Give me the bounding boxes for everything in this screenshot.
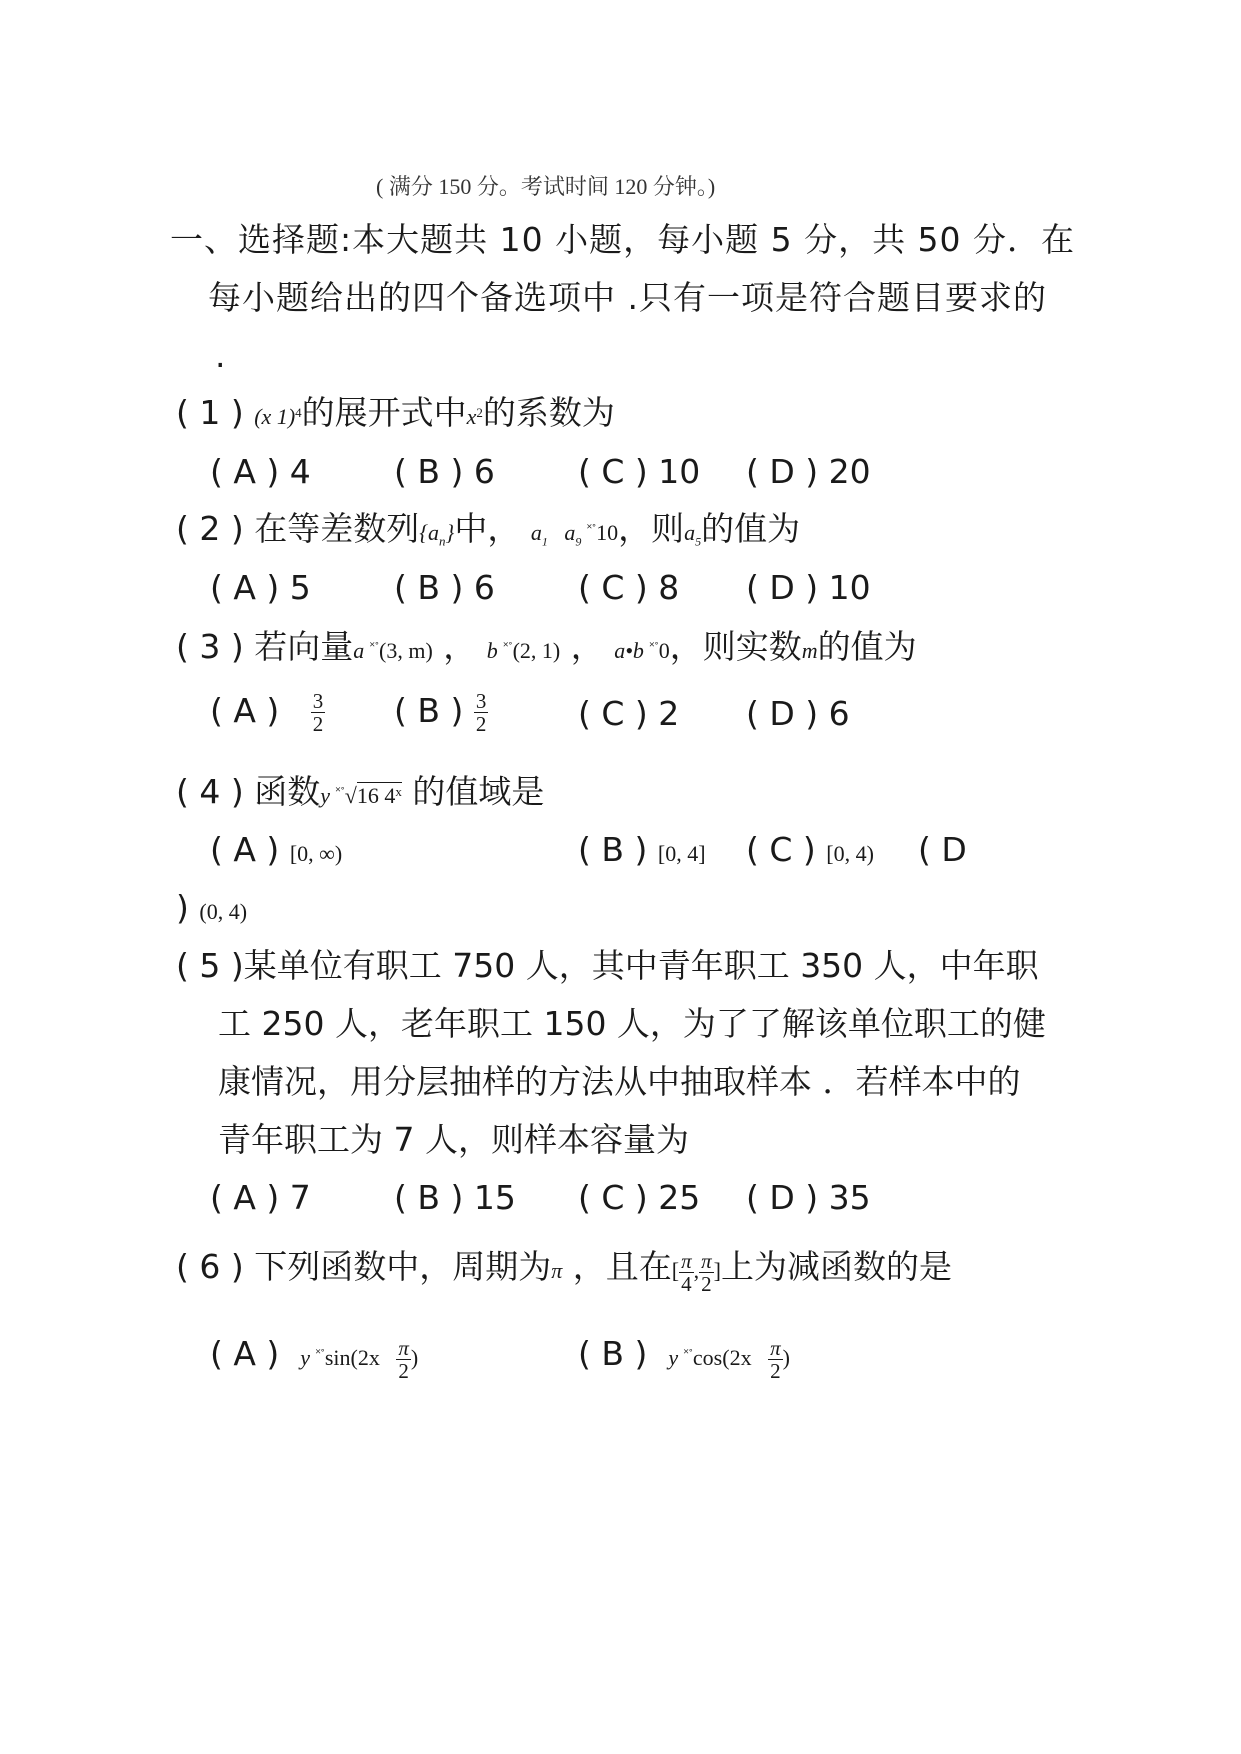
option-c[interactable]: ( C ) 10 — [578, 452, 701, 491]
option-b[interactable]: ( B ) 6 — [394, 568, 495, 607]
math-a1-plus-a9: $a_1$ $a_9$ ˟˚10 — [530, 520, 619, 549]
question-text: ，则实数 — [669, 627, 802, 666]
math-x-squared: $x^2$ — [466, 404, 483, 429]
question-number: ( 5 ) — [176, 946, 244, 985]
question-5-line3: 康情况，用分层抽样的方法从中抽取样本 ．若样本中的 — [218, 1062, 1021, 1101]
question-text: 的值为 — [701, 509, 801, 548]
question-number: ( 1 ) — [176, 393, 244, 432]
math-binomial: (x 1)$^4$ — [254, 404, 302, 429]
question-6 — [176, 1247, 952, 1295]
option-a[interactable]: ( A ) $\frac{3}{2}$ — [210, 689, 324, 736]
option-a[interactable]: ( A ) 7 — [210, 1178, 311, 1217]
option-d[interactable]: ( D ) 10 — [746, 568, 871, 607]
option-a[interactable]: ( A ) y ˟˚sin(2x $\frac{\pi}{2}$ ) — [210, 1334, 419, 1384]
option-a[interactable]: ( A ) [0, ∞) — [210, 830, 343, 869]
section-heading-line3: . — [215, 336, 227, 375]
fraction: $\frac{3}{2}$ — [475, 689, 487, 736]
math-sin-function: y ˟˚sin(2x $\frac{\pi}{2}$ ) — [300, 1336, 419, 1384]
option-c[interactable]: ( C ) 2 — [578, 694, 680, 733]
math-interval: [ $\frac{\pi}{4}$ , $\frac{\pi}{2}$ ] — [671, 1249, 721, 1297]
question-5 — [176, 946, 1039, 986]
option-b[interactable]: ( B ) $\frac{3}{2}$ — [394, 689, 487, 736]
question-text: 某单位有职工 750 人，其中青年职工 350 人，中年职 — [243, 946, 1039, 985]
option-d[interactable]: ( D ) 6 — [746, 694, 850, 733]
question-1 — [176, 393, 615, 437]
option-b[interactable]: ( B ) 15 — [394, 1178, 516, 1217]
option-c[interactable]: ( C ) [0, 4) — [746, 830, 874, 869]
question-text: 的展开式中 — [301, 393, 467, 432]
math-cos-function: y ˟˚cos(2x $\frac{\pi}{2}$ ) — [668, 1336, 790, 1384]
question-3: ( 3 ) 若向量a ˟˚(3, m) ， b ˟˚(2, 1) ， a•b ˟˚0，则实数m的值为 — [176, 627, 917, 666]
option-d-continued[interactable]: ) (0, 4) — [176, 888, 248, 927]
question-text: ，且在 — [572, 1247, 672, 1286]
question-5-line2: 工 250 人，老年职工 150 人，为了了解该单位职工的健 — [218, 1004, 1046, 1043]
question-text: ，则 — [618, 509, 685, 548]
question-5-line4: 青年职工为 7 人，则样本容量为 — [218, 1120, 689, 1159]
fraction: $\frac{3}{2}$ — [312, 689, 324, 736]
question-number: ( 6 ) — [176, 1247, 244, 1286]
question-text: 的值为 — [817, 627, 917, 666]
question-2 — [176, 509, 800, 561]
option-b[interactable]: ( B ) y ˟˚cos(2x $\frac{\pi}{2}$ ) — [578, 1334, 790, 1384]
question-number: ( 2 ) — [176, 509, 244, 548]
question-text: 在等差数列 — [254, 509, 420, 548]
question-text: 下列函数中，周期为 — [254, 1247, 552, 1286]
math-dot-product: a•b ˟˚0 — [614, 638, 670, 663]
option-b[interactable]: ( B ) [0, 4] — [578, 830, 706, 869]
question-text: 的系数为 — [482, 393, 615, 432]
option-d[interactable]: ( D ) 35 — [746, 1178, 871, 1217]
option-d[interactable]: ( D ) 20 — [746, 452, 871, 491]
math-vector-a: a ˟˚(3, m) — [353, 638, 433, 663]
option-c[interactable]: ( C ) 25 — [578, 1178, 701, 1217]
question-text: 上为减函数的是 — [720, 1247, 952, 1286]
section-heading-line1: 一、选择题:本大题共 10 小题，每小题 5 分，共 50 分．在 — [170, 220, 1076, 259]
exam-subtitle: ( 满分 150 分。考试时间 120 分钟。) — [376, 174, 716, 199]
math-function: y ˟˚√16 4$^x$ — [320, 783, 402, 808]
math-a5: $a_5$ — [684, 520, 702, 549]
question-text: 若向量 — [254, 627, 354, 666]
math-pi: π — [551, 1258, 563, 1283]
option-d[interactable]: ( D — [918, 830, 967, 869]
question-number: ( 3 ) — [176, 627, 244, 666]
question-4 — [176, 772, 544, 816]
question-number: ( 4 ) — [176, 772, 244, 811]
option-a[interactable]: ( A ) 4 — [210, 452, 311, 491]
question-text: 函数 — [254, 772, 321, 811]
option-b[interactable]: ( B ) 6 — [394, 452, 495, 491]
question-text: 的值域是 — [412, 772, 545, 811]
section-heading-line2: 每小题给出的四个备选项中 .只有一项是符合题目要求的 — [208, 278, 1047, 317]
option-a[interactable]: ( A ) 5 — [210, 568, 311, 607]
option-c[interactable]: ( C ) 8 — [578, 568, 680, 607]
question-text: 中， — [454, 509, 521, 548]
math-m: m — [801, 638, 818, 663]
math-vector-b: b ˟˚(2, 1) — [486, 638, 561, 663]
math-sequence: $\{a_n\}$ — [419, 520, 455, 549]
